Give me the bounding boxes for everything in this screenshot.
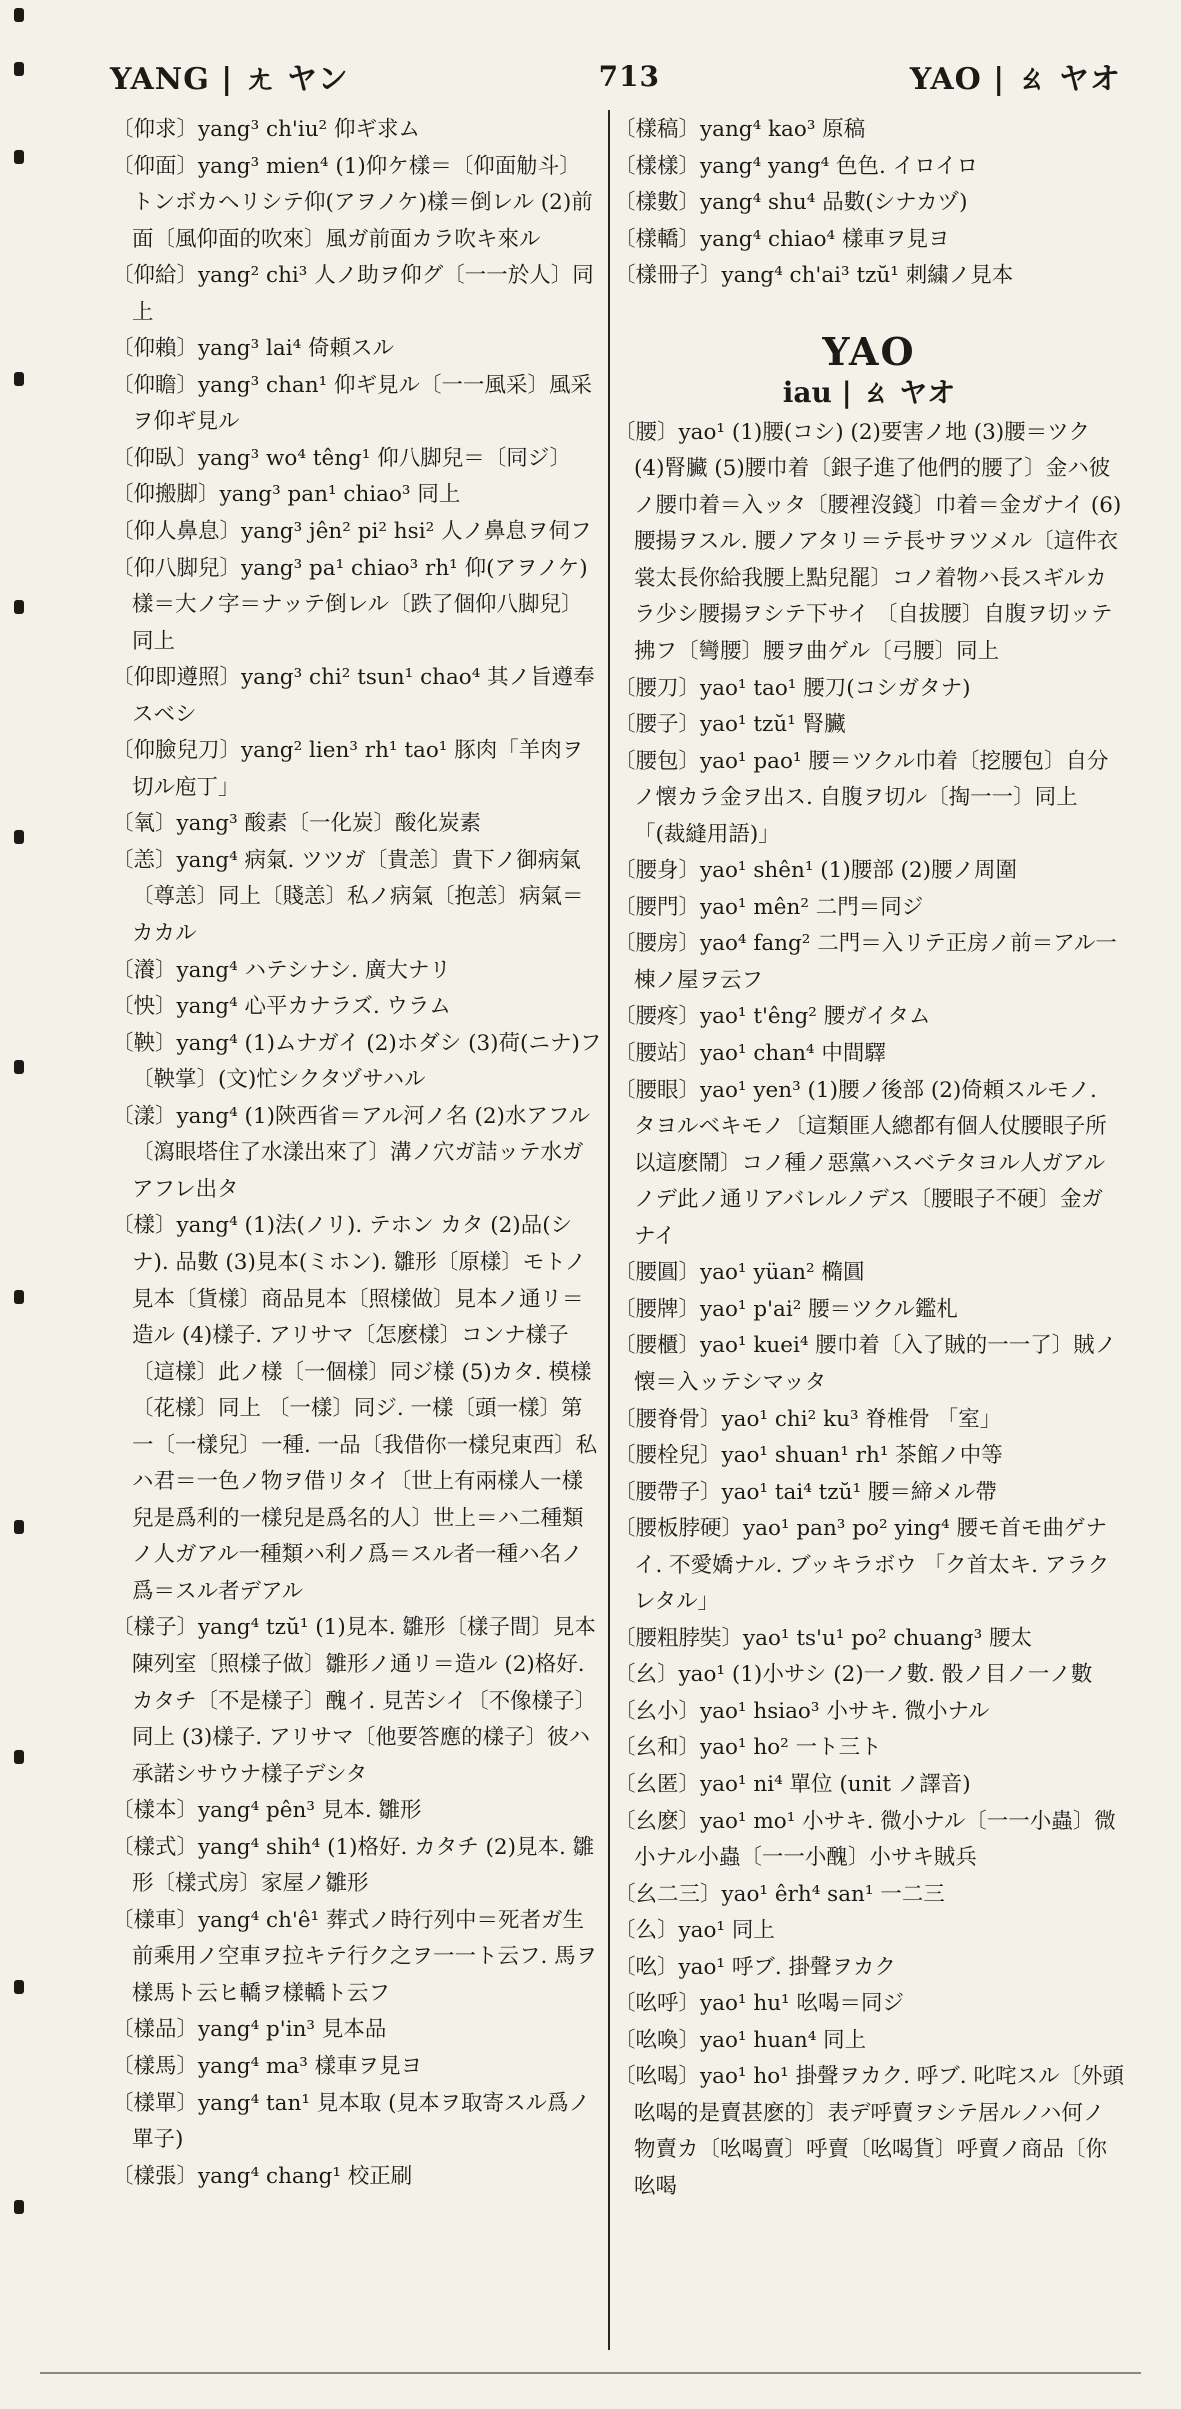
dictionary-entry: 〔仰臥〕yang³ wo⁴ têng¹ 仰八脚兒＝〔同ジ〕 — [112, 445, 571, 471]
dictionary-entry: 〔恙〕yang⁴ 病氣. ツツガ〔貴恙〕貴下ノ御病氣〔尊恙〕同上〔賤恙〕私ノ病氣〔抱恙〕病氣＝カカル — [112, 847, 584, 947]
dictionary-entry: 〔樣式〕yang⁴ shih⁴ (1)格好. カタチ (2)見本. 雛形〔樣式房〕家屋ノ雛形 — [112, 1834, 595, 1897]
dictionary-entry: 〔幺二三〕yao¹ êrh⁴ san¹ 一二三 — [614, 1881, 945, 1907]
binding-mark — [14, 600, 24, 614]
dictionary-entry: 〔吆〕yao¹ 呼ブ. 掛聲ヲカク — [614, 1954, 897, 1980]
dictionary-entry: 〔腰〕yao¹ (1)腰(コシ) (2)要害ノ地 (3)腰＝ツク (4)腎臟 (5)腰巾着〔銀子進了他們的腰了〕金ハ彼ノ腰巾着＝入ッタ〔腰裡沒錢〕巾着＝金ガナイ (6)腰揚ヲスル. 腰ノアタリ＝テ長サヲツメル〔這件衣裳太長你給我腰上點兒罷〕コノ着物ハ長スギルカラ少シ腰揚ヲシテ下サイ 〔自拔腰〕自腹ヲ切ッテ拂フ〔彎腰〕腰ヲ曲ゲル〔弓腰〕同上 — [614, 419, 1122, 665]
dictionary-entry: 〔吆喚〕yao¹ huan⁴ 同上 — [614, 2027, 867, 2053]
dictionary-entry: 〔腰板脖硬〕yao¹ pan³ po² ying⁴ 腰モ首モ曲ゲナイ. 不愛嬌ナル. ブッキラボウ 「ク首太キ. アラクレタル」 — [614, 1516, 1110, 1615]
section-title: YAO — [822, 328, 916, 374]
dictionary-entry: 〔幺小〕yao¹ hsiao³ 小サキ. 微小ナル — [614, 1698, 990, 1724]
binding-mark — [14, 1520, 24, 1534]
dictionary-entry: 〔樣數〕yang⁴ shu⁴ 品數(シナカヅ) — [614, 190, 968, 216]
dictionary-entry: 〔仰人鼻息〕yang³ jên² pi² hsi² 人ノ鼻息ヲ伺フ — [112, 519, 592, 545]
dictionary-entry: 〔樣馬〕yang⁴ ma³ 樣車ヲ見ヨ — [112, 2053, 423, 2079]
dictionary-entry: 〔樣子〕yang⁴ tzŭ¹ (1)見本. 雛形〔樣子間〕見本陳列室〔照樣子做〕雛形ノ通リ＝造ル (2)格好. カタチ〔不是樣子〕醜イ. 見苦シイ〔不像樣子〕同上 (3)樣子. アリサマ〔他要答應的樣子〕彼ハ承諾シサウナ樣子デシタ — [112, 1615, 597, 1787]
dictionary-entry: 〔幺〕yao¹ (1)小サシ (2)一ノ數. 骰ノ目ノ一ノ數 — [614, 1662, 1093, 1688]
dictionary-entry: 〔樣車〕yang⁴ ch'ê¹ 葬式ノ時行列中＝死者ガ生前乘用ノ空車ヲ拉キテ行ク之ヲ一一ト云フ. 馬ヲ樣馬ト云ヒ轎ヲ樣轎ト云フ — [112, 1907, 598, 2006]
dictionary-entry: 〔仰求〕yang³ ch'iu² 仰ギ求ム — [112, 117, 421, 142]
running-head-left: YANG | ㄤ ヤン — [110, 62, 349, 97]
dictionary-entry: 〔腰站〕yao¹ chan⁴ 中間驛 — [614, 1041, 886, 1067]
binding-mark — [14, 2200, 24, 2214]
dictionary-entry: 〔腰帶子〕yao¹ tai⁴ tzŭ¹ 腰＝締メル帶 — [614, 1479, 997, 1505]
dictionary-entry: 〔腰刀〕yao¹ tao¹ 腰刀(コシガタナ) — [614, 675, 971, 701]
binding-mark — [14, 1750, 24, 1764]
binding-mark — [14, 8, 24, 22]
binding-mark — [14, 372, 24, 386]
dictionary-entry: 〔樣轎〕yang⁴ chiao⁴ 樣車ヲ見ヨ — [614, 226, 950, 252]
dictionary-entry: 〔樣〕yang⁴ (1)法(ノリ). テホン カタ (2)品(シナ). 品數 (3)見本(ミホン). 雛形〔原樣〕モトノ見本〔貨樣〕商品見本〔照樣做〕見本ノ通リ＝造ル (4)樣子. アリサマ〔怎麽樣〕コンナ樣子〔這樣〕此ノ樣〔一個樣〕同ジ樣 (5)カタ. 模樣〔花樣〕同上 〔一樣〕同ジ. 一樣〔頭一樣〕第一〔一樣兒〕一種. 一品〔我借你一樣兒東西〕私ハ君＝一色ノ物ヲ借リタイ〔世上有兩樣人一樣兒是爲利的一樣兒是爲名的人〕世上＝ハ二種類ノ人ガアル一種類ハ利ノ爲＝スル者一種ハ名ノ爲＝スル者デアル — [112, 1213, 598, 1604]
dictionary-entry: 〔腰眼〕yao¹ yen³ (1)腰ノ後部 (2)倚頼スルモノ. タヨルベキモノ〔這類匪人總都有個人仗腰眼子所以這麽鬧〕コノ種ノ惡黨ハスベテタヨル人ガアルノデ此ノ通リアバレルノデス〔腰眼子不硬〕金ガナイ — [614, 1077, 1107, 1249]
dictionary-entry: 〔仰給〕yang² chi³ 人ノ助ヲ仰グ〔一一於人〕同上 — [112, 263, 594, 325]
dictionary-entry: 〔樣單〕yang⁴ tan¹ 見本取 (見本ヲ取寄スル爲ノ單子) — [112, 2090, 591, 2153]
dictionary-entry: 〔腰房〕yao⁴ fang² 二門＝入リテ正房ノ前＝アル一棟ノ屋ヲ云フ — [614, 931, 1117, 993]
dictionary-entry: 〔腰栓兒〕yao¹ shuan¹ rh¹ 茶館ノ中等 — [614, 1443, 1003, 1469]
dictionary-entry: 〔鞅〕yang⁴ (1)ムナガイ (2)ホダシ (3)荷(ニナ)フ〔鞅掌〕(文)忙シクタヅサハル — [112, 1030, 602, 1093]
dictionary-entry: 〔仰面〕yang³ mien⁴ (1)仰ケ樣＝〔仰面觔斗〕トンボカヘリシテ仰(アヲノケ)樣＝倒レル (2)前面〔風仰面的吹來〕風ガ前面カラ吹キ來ル — [112, 153, 593, 252]
binding-mark — [14, 1980, 24, 1994]
dictionary-entry: 〔腰圓〕yao¹ yüan² 橢圓 — [614, 1260, 865, 1286]
dictionary-entry: 〔腰牌〕yao¹ p'ai² 腰＝ツクル鑑札 — [614, 1296, 958, 1322]
dictionary-entry: 〔樣樣〕yang⁴ yang⁴ 色色. イロイロ — [614, 153, 979, 179]
dictionary-entry: 〔腰門〕yao¹ mên² 二門＝同ジ — [614, 894, 924, 920]
dictionary-entry: 〔瀁〕yang⁴ ハテシナシ. 廣大ナリ — [112, 957, 451, 983]
dictionary-entry: 〔吆喝〕yao¹ ho¹ 掛聲ヲカク. 呼ブ. 叱咤スル〔外頭吆喝的是賣甚麽的〕表デ呼賣ヲシテ居ルノハ何ノ物賣カ〔吆喝賣〕呼賣〔吆喝貨〕呼賣ノ商品〔你吆喝 — [614, 2064, 1124, 2199]
dictionary-entry: 〔樣張〕yang⁴ chang¹ 校正刷 — [112, 2163, 413, 2189]
dictionary-entry: 〔怏〕yang⁴ 心平カナラズ. ウラム — [112, 994, 451, 1020]
dictionary-entry: 〔幺和〕yao¹ ho² 一ト三ト — [614, 1735, 882, 1761]
dictionary-entry: 〔樣稿〕yang⁴ kao³ 原稿 — [614, 117, 866, 142]
column-divider — [608, 110, 610, 2350]
dictionary-entry: 〔腰子〕yao¹ tzŭ¹ 腎臟 — [614, 712, 846, 738]
right-column-top-entries — [614, 112, 1124, 295]
dictionary-entry: 〔仰臉兒刀〕yang² lien³ rh¹ tao¹ 豚肉「羊肉ヲ切ル庖丁」 — [112, 738, 584, 800]
dictionary-entry: 〔腰疼〕yao¹ t'êng² 腰ガイタム — [614, 1004, 931, 1030]
binding-mark — [14, 1290, 24, 1304]
right-column-bottom-entries — [614, 415, 1124, 2206]
dictionary-entry: 〔腰櫃〕yao¹ kuei⁴ 腰巾着〔入了賊的一一了〕賊ノ懐＝入ッテシマッタ — [614, 1333, 1117, 1395]
dictionary-entry: 〔腰包〕yao¹ pao¹ 腰＝ツクル巾着〔挖腰包〕自分ノ懐カラ金ヲ出ス. 自腹ヲ切ル〔掏一一〕同上 「(裁縫用語)」 — [614, 748, 1109, 847]
dictionary-entry: 〔腰身〕yao¹ shên¹ (1)腰部 (2)腰ノ周圍 — [614, 858, 1018, 884]
dictionary-entry: 〔仰搬脚〕yang³ pan¹ chiao³ 同上 — [112, 482, 461, 508]
section-subtitle: iau | ㄠ ヤオ — [782, 375, 956, 409]
dictionary-entry: 〔仰八脚兒〕yang³ pa¹ chiao³ rh¹ 仰(アヲノケ)樣＝大ノ字＝ナッテ倒レル〔跌了個仰八脚兒〕同上 — [112, 555, 588, 654]
right-column — [614, 112, 1124, 2206]
dictionary-entry: 〔么〕yao¹ 同上 — [614, 1918, 775, 1944]
dictionary-entry: 〔仰賴〕yang³ lai⁴ 倚頼スル — [112, 336, 395, 362]
section-heading — [614, 329, 1124, 411]
dictionary-entry: 〔樣本〕yang⁴ pên³ 見本. 雛形 — [112, 1798, 422, 1824]
left-column — [112, 112, 602, 2195]
dictionary-entry: 〔仰瞻〕yang³ chan¹ 仰ギ見ル〔一一風采〕風采ヲ仰ギ見ル — [112, 372, 593, 435]
dictionary-entry: 〔樣品〕yang⁴ p'in³ 見本品 — [112, 2017, 387, 2043]
running-head-right: YAO | ㄠ ヤオ — [909, 62, 1121, 97]
dictionary-entry: 〔樣冊子〕yang⁴ ch'ai³ tzŭ¹ 刺繍ノ見本 — [614, 263, 1014, 289]
binding-mark — [14, 830, 24, 844]
dictionary-entry: 〔腰粗脖奘〕yao¹ ts'u¹ po² chuang³ 腰太 — [614, 1625, 1033, 1651]
binding-mark — [14, 150, 24, 164]
dictionary-entry: 〔仰即遵照〕yang³ chi² tsun¹ chao⁴ 其ノ旨遵奉スベシ — [112, 665, 595, 727]
dictionary-entry: 〔幺匿〕yao¹ ni⁴ 單位 (unit ノ譯音) — [614, 1771, 971, 1797]
dictionary-entry: 〔腰脊骨〕yao¹ chi² ku³ 脊椎骨 「室」 — [614, 1406, 1002, 1432]
dictionary-entry: 〔吆呼〕yao¹ hu¹ 吆喝＝同ジ — [614, 1991, 905, 2017]
dictionary-entry: 〔幺麽〕yao¹ mo¹ 小サキ. 微小ナル〔一一小蟲〕微小ナル小蟲〔一一小醜〕小サキ賊兵 — [614, 1808, 1116, 1871]
dictionary-entry: 〔氧〕yang³ 酸素〔一化炭〕酸化炭素 — [112, 811, 482, 837]
binding-margin — [14, 0, 34, 2409]
running-head — [110, 52, 1121, 100]
dictionary-entry: 〔漾〕yang⁴ (1)陝西省＝アル河ノ名 (2)水アフル〔瀉眼塔住了水漾出來了〕溝ノ穴ガ詰ッテ水ガアフレ出タ — [112, 1103, 591, 1202]
footer-rule — [40, 2372, 1141, 2374]
page-number: 713 — [598, 59, 661, 93]
binding-mark — [14, 1060, 24, 1074]
binding-mark — [14, 62, 24, 76]
